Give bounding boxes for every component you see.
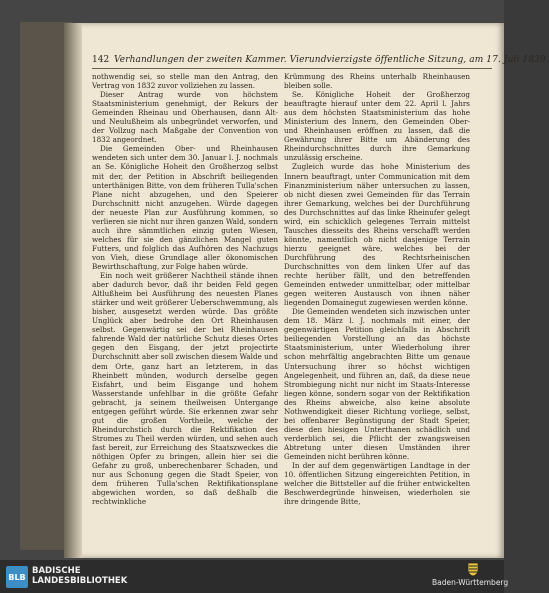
paragraph: In der auf dem gegenwärtigen Landtage in der 10. öffentlichen Sitzung eingereichten Petition, in welcher die Bittsteller auf die früher entwickelten Beschwerdegründe hinweisen, wiederholen sie ihre dringende Bitte, (284, 461, 470, 507)
baden-wuerttemberg-crest-icon (465, 561, 481, 577)
page-binding-shadow (64, 23, 82, 558)
running-title: Verhandlungen der zweiten Kammer. Vierundvierzigste öffentliche Sitzung, am 17. Juli 1839. (114, 55, 549, 65)
page-header (92, 55, 549, 69)
right-text-column (284, 72, 470, 506)
blb-logo-icon[interactable]: BLB (6, 566, 28, 588)
library-name-line1: BADISCHE (32, 566, 81, 576)
paragraph: Die Gemeinden Ober- und Rheinhausen wendeten sich unter dem 30. Januar l. J. nochmals an Se. Königliche Hoheit den Großherzog selbst mit der, der Petition in Abschrift beiliegenden unterthänigen Bitte, von dem früheren Tulla'schen Plane nicht abzugehen, und den Speierer Durchschnitt nicht anzugehen. Würde dagegen der neueste Plan zur Ausführung kommen, so verlieren sie nicht nur ihren ganzen Wald, sondern auch ihre sämmtlichen einzig guten Wiesen, welches für sie den gänzlichen Mangel guten Futters, und folglich das Aufhören des Nachzugs von Vieh, diese Grundlage aller ökonomischen Bewirthschaftung, zur Folge haben würde. (92, 144, 278, 271)
paragraph: Se. Königliche Hoheit der Großherzog beauftragte hierauf unter dem 22. April l. Jahrs aus dem höchsten Staatsministerium das hohe Ministerium des Innern, den Gemeinden Ober- und Rheinhausen eröffnen zu lassen, daß die Gewährung ihrer Bitte um Abänderung des Rheindurchschnittes durch ihre Gemarkung unzulässig erscheine. (284, 90, 470, 163)
paragraph: Dieser Antrag wurde von höchstem Staatsministerium genehmigt, der Rekurs der Gemeinden Rheinau und Oberhausen, dann Alt- und Neulußheim als unbegründet verworfen, und der Vollzug nach Maßgabe der Convention von 1832 angeordnet. (92, 90, 278, 145)
library-name[interactable] (32, 566, 127, 586)
paragraph: nothwendig sei, so stelle man den Antrag, den Vertrag von 1832 zuvor vollziehen zu lassen. (92, 72, 278, 91)
paragraph: Zugleich wurde das hohe Ministerium des Innern beauftragt, unter Communication mit dem Finanzministerium näher untersuchen zu lassen, ob nicht diesen zwei Gemeinden für das Terrain ihrer Gemarkung, welches bei der Durchführung des Durchschnittes auf das linke Rheinufer gelegt wird, ein schicklich gelegenes Terrain mittelst Tausches diesseits des Rheins verschafft werden könnte, namentlich ob nicht dasjenige Terrain hierzu geeignet wäre, welches bei der Durchführung des Rechtsrheinischen Durchschnittes von dem linken Ufer auf das rechte herüber fällt, und den betreffenden Gemeinden entweder unmittelbar, oder mittelbar gegen weiteren Austausch von ihnen näher liegenden Domainegut zugewiesen werden könne. (284, 162, 470, 308)
paragraph: Ein noch weit größerer Nachtheil stände ihnen aber dadurch bevor, daß ihr beiden Feld gegen Altlußheim bei Ausführung des neuesten Planes stärker und weit größerer Ueberschwemmung, als bisher, ausgesetzt werden würde. Das größte Unglück aber bedrohe den Ort Rheinhausen selbst. Gegenwärtig sei der bei Rheinhausen fahrende Wald der natürliche Schutz dieses Ortes gegen den Eisgang, der jetzt projectirte Durchschnitt aber soll zwischen diesem Walde und dem Orte, ganz hart an letzterem, in das Rheinbett münden, wodurch derselbe gegen Eisfahrt, und beim Eisgange und hohem Wasserstande unfehlbar in die größte Gefahr gebracht, ja seinem theilweisen Untergange entgegen geführt würde. Sie erkennen zwar sehr gut die großen Vortheile, welche der Rheindurchstich durch die Rektifikation des Stromes zu Theil werden würden, und sehen auch fast bereit, zur Erreichung des Staatszweckes die nöthigen Opfer zu bringen, allein hier sei die Gefahr zu groß, unberechenbarer Schaden, und nur aus Schonung gegen die Stadt Speier, von dem früheren Tulla'schen Rektifikationsplane abgewichen worden, so daß deßhalb die rechtwinkliche (92, 271, 278, 507)
header-rule (92, 68, 492, 69)
paragraph: Die Gemeinden wendeten sich inzwischen unter dem 18. März l. J. nochmals mit einer, der gegenwärtigen Petition gleichfalls in Abschrift beiliegenden Vorstellung an das höchste Staatsministerium, unter Wiederholung ihrer schon mehrfältig angebrachten Bitte um genaue Untersuchung ihrer so höchst wichtigen Angelegenheit, und führen an, daß, da diese neue Strombiegung nicht nur nicht im Staats-Interesse liegen könne, sondern sogar von der Rektifikation des Rheins abweiche, also keine absolute Nothwendigkeit dieser Richtung vorliege, selbst, bei offenbarer Begünstigung der Stadt Speier, diese den hiesigen Unterthanen schädlich und verderblich sei, die Pflicht der zwangsweisen Abtretung unter diesen Umständen ihrer Gemeinden nicht berühren könne. (284, 307, 470, 461)
left-text-column (92, 72, 278, 506)
page-number: 142 (92, 55, 110, 65)
paragraph: Krümmung des Rheins unterhalb Rheinhausen bleiben solle. (284, 72, 470, 91)
state-name[interactable]: Baden-Württemberg (432, 578, 509, 587)
library-name-line2: LANDESBIBLIOTHEK (32, 576, 128, 586)
